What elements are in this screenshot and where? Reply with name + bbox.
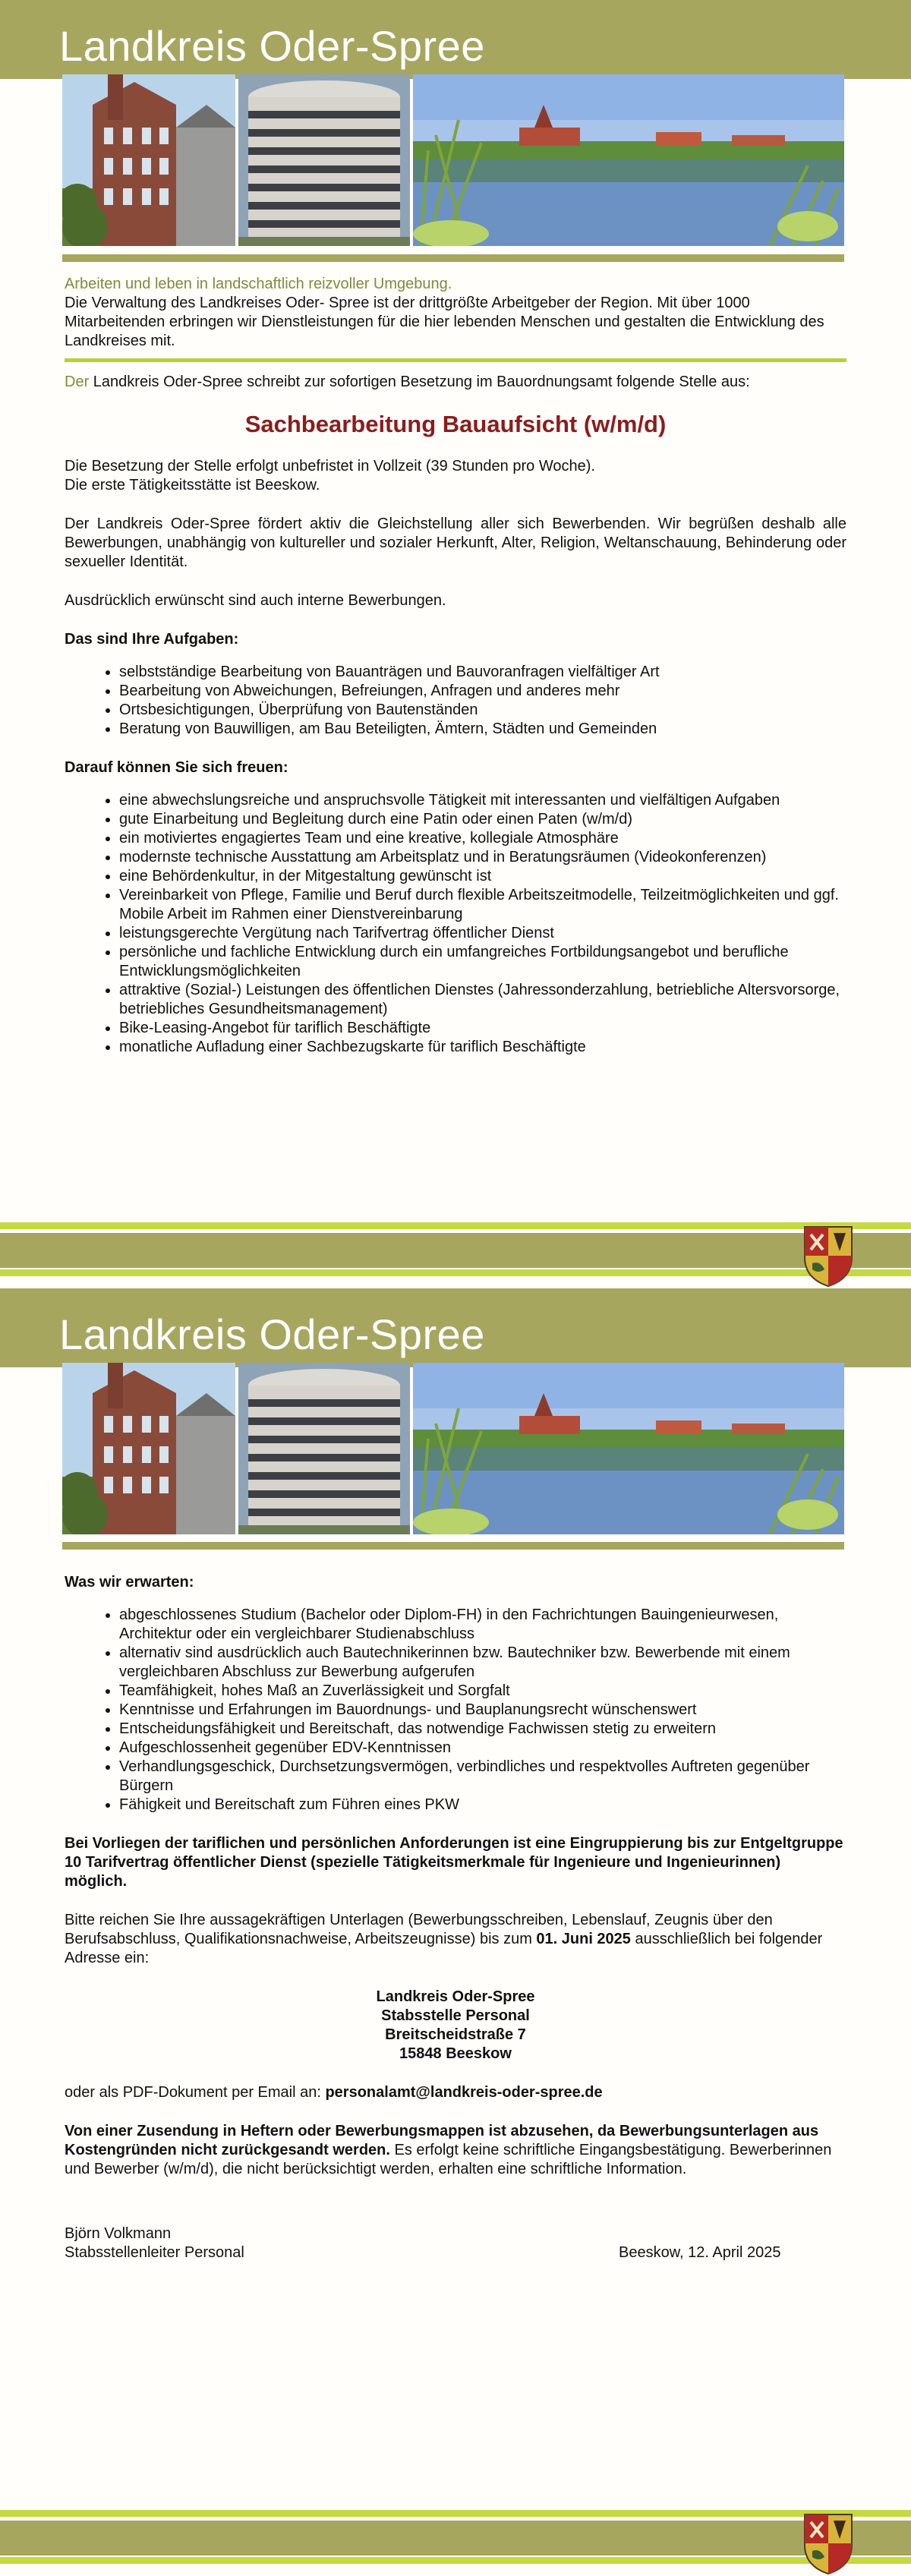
list-item: • Bearbeitung von Abweichungen, Befreiungen, Anfragen und anderes mehr [119,682,846,701]
benefits-list [65,791,846,1057]
photo-lake-view [413,1363,844,1534]
postal-address [65,1988,846,2064]
internal-applications: Ausdrücklich erwünscht sind auch interne Bewerbungen. [65,592,446,609]
header-divider [62,254,844,262]
header-divider [62,1542,844,1550]
list-item: • Ortsbesichtigungen, Überprüfung von Bautenständen [119,701,846,720]
submission-notice-bold: Von einer Zusendung in Heftern oder Bewerbungsmappen ist abzusehen, da Bewerbungsunterlagen aus Kostengründen nicht zurückgesandt werden. [65,2123,819,2158]
announcement [65,373,846,392]
photo-lake-view [413,74,844,246]
announcement-der: Der [65,374,90,390]
header-title: Landkreis Oder-Spree [59,22,485,70]
announcement-text: Landkreis Oder-Spree schreibt zur sofortigen Besetzung im Bauordnungsamt folgende Stelle aus: [89,374,750,390]
list-item: • persönliche und fachliche Entwicklung durch ein umfangreiches Fortbildungsangebot und berufliche Entwicklungsmöglichkeiten [119,943,846,981]
pay-grade-note: Bei Vorliegen der tariflichen und persönlichen Anforderungen ist eine Eingruppierung bis zur Entgeltgruppe 10 Tarifvertrag öffentlicher Dienst (spezielle Tätigkeitsmerkmale für Ingenieure und Ingenieurinnen) möglich. [65,1835,843,1890]
header-banner [0,1288,911,1367]
page-2 [0,1288,911,2576]
email-link[interactable]: personalamt@landkreis-oder-spree.de [325,2084,603,2101]
tasks-list [65,663,846,739]
equality-statement: Der Landkreis Oder-Spree fördert aktiv die Gleichstellung aller sich Bewerbenden. Wir begrüßen deshalb alle Bewerbungen, unabhängig von kultureller und sozialer Herkunft, Alter, Religion, Weltanschauung, Behinderung oder sexueller Identität. [65,516,846,570]
page-2-content [65,1573,846,2270]
benefits-heading: Darauf können Sie sich freuen: [65,759,288,776]
list-item: • attraktive (Sozial-) Leistungen des öffentlichen Dienstes (Jahressonderzahlung, betriebliche Altersvorsorge, betriebliches Gesundheitsmanagement) [119,981,846,1019]
header-title: Landkreis Oder-Spree [59,1310,485,1358]
header-photos [62,74,844,246]
email-line [65,2083,846,2102]
list-item: • Verhandlungsgeschick, Durchsetzungsvermögen, verbindliches und respektvolles Auftreten gegenüber Bürgern [119,1758,846,1796]
submission-notice-rest: Es erfolgt keine schriftliche Eingangsbestätigung. Bewerberinnen und Bewerber (w/m/d), die nicht berücksichtigt werden, erhalten eine schriftliche Information. [65,2142,832,2177]
list-item: • monatliche Aufladung einer Sachbezugskarte für tariflich Beschäftigte [119,1038,846,1057]
address-line: 15848 Beeskow [399,2045,512,2062]
list-item: • gute Einarbeitung und Begleitung durch eine Patin oder einen Paten (w/m/d) [119,810,846,829]
list-item: • ein motiviertes engagiertes Team und eine kreative, kollegiale Atmosphäre [119,829,846,848]
intro-paragraph: Die Verwaltung des Landkreises Oder- Spree ist der drittgrößte Arbeitgeber der Region. Mit über 1000 Mitarbeitenden erbringen wir Dienstleistungen für die hier lebenden Menschen und gestalten die Entwicklung des Landkreises mit. [65,295,824,349]
apply-text-end: ausschließlich bei folgender Adresse ein: [65,1931,823,1966]
list-item: • alternativ sind ausdrücklich auch Bautechnikerinnen bzw. Bautechniker bzw. Bewerbende mit einem vergleichbaren Abschluss zur Bewerbung aufgerufen [119,1644,846,1682]
list-item: • leistungsgerechte Vergütung nach Tarifvertrag öffentlicher Dienst [119,924,846,943]
page-1-content [65,275,846,1077]
photo-round-tower [238,1363,410,1534]
photo-round-tower [238,74,410,246]
list-item: • Aufgeschlossenheit gegenüber EDV-Kenntnissen [119,1739,846,1758]
list-item: • Bike-Leasing-Angebot für tariflich Beschäftigte [119,1019,846,1038]
application-instructions [65,1911,846,1968]
employment-info [65,457,846,495]
employment-line-2: Die erste Tätigkeitsstätte ist Beeskow. [65,477,320,493]
lime-divider [65,358,846,362]
list-item: • Teamfähigkeit, hohes Maß an Zuverlässigkeit und Sorgfalt [119,1682,846,1701]
list-item: • Kenntnisse und Erfahrungen im Bauordnungs- und Bauplanungsrecht wünschenswert [119,1701,846,1720]
photo-brick-building [62,74,235,246]
coat-of-arms-icon [802,1224,855,1288]
list-item: • abgeschlossenes Studium (Bachelor oder Diplom-FH) in den Fachrichtungen Bauingenieurwesen, Architektur oder ein vergleichbarer Studienabschluss [119,1606,846,1644]
photo-brick-building [62,1363,235,1534]
list-item: • Beratung von Bauwilligen, am Bau Beteiligten, Ämtern, Städten und Gemeinden [119,720,846,739]
address-line: Landkreis Oder-Spree [376,1988,535,2005]
coat-of-arms-icon [802,2511,855,2575]
signer-name: Björn Volkmann [65,2225,172,2242]
list-item: • selbstständige Bearbeitung von Bauanträgen und Bauvoranfragen vielfältiger Art [119,663,846,682]
list-item: • Entscheidungsfähigkeit und Bereitschaft, das notwendige Fachwissen stetig zu erweitern [119,1720,846,1739]
list-item: • Vereinbarkeit von Pflege, Familie und Beruf durch flexible Arbeitszeitmodelle, Teilzeitmöglichkeiten und ggf. Mobile Arbeit im Rahmen einer Dienstvereinbarung [119,886,846,924]
list-item: • eine Behördenkultur, in der Mitgestaltung gewünscht ist [119,867,846,886]
address-line: Stabsstelle Personal [381,2007,530,2024]
lead-tagline: Arbeiten und leben in landschaftlich reizvoller Umgebung. [65,276,452,292]
place-date: Beeskow, 12. April 2025 [619,2244,781,2261]
expectations-list [65,1606,846,1815]
signer-title: Stabsstellenleiter Personal [65,2244,244,2261]
employment-line-1: Die Besetzung der Stelle erfolgt unbefristet in Vollzeit (39 Stunden pro Woche). [65,458,595,475]
signature-block [65,2224,846,2270]
list-item: • modernste technische Ausstattung am Arbeitsplatz und in Beratungsräumen (Videokonferenzen) [119,848,846,867]
email-prefix: oder als PDF-Dokument per Email an: [65,2084,326,2101]
address-line: Breitscheidstraße 7 [385,2026,526,2043]
header-photos [62,1363,844,1534]
list-item: • Fähigkeit und Bereitschaft zum Führen eines PKW [119,1796,846,1815]
apply-text: Bitte reichen Sie Ihre aussagekräftigen Unterlagen (Bewerbungsschreiben, Lebenslauf, Zeugnis über den Berufsabschluss, Qualifikationsnachweise, Arbeitszeugnisse) bis zum [65,1912,773,1947]
header-banner [0,0,911,79]
tasks-heading: Das sind Ihre Aufgaben: [65,631,239,648]
list-item: • eine abwechslungsreiche und anspruchsvolle Tätigkeit mit interessanten und vielfältigen Aufgaben [119,791,846,810]
submission-notice [65,2122,846,2179]
expectations-heading: Was wir erwarten: [65,1574,194,1591]
application-deadline: 01. Juni 2025 [536,1931,631,1947]
job-title: Sachbearbeitung Bauaufsicht (w/m/d) [244,411,667,437]
